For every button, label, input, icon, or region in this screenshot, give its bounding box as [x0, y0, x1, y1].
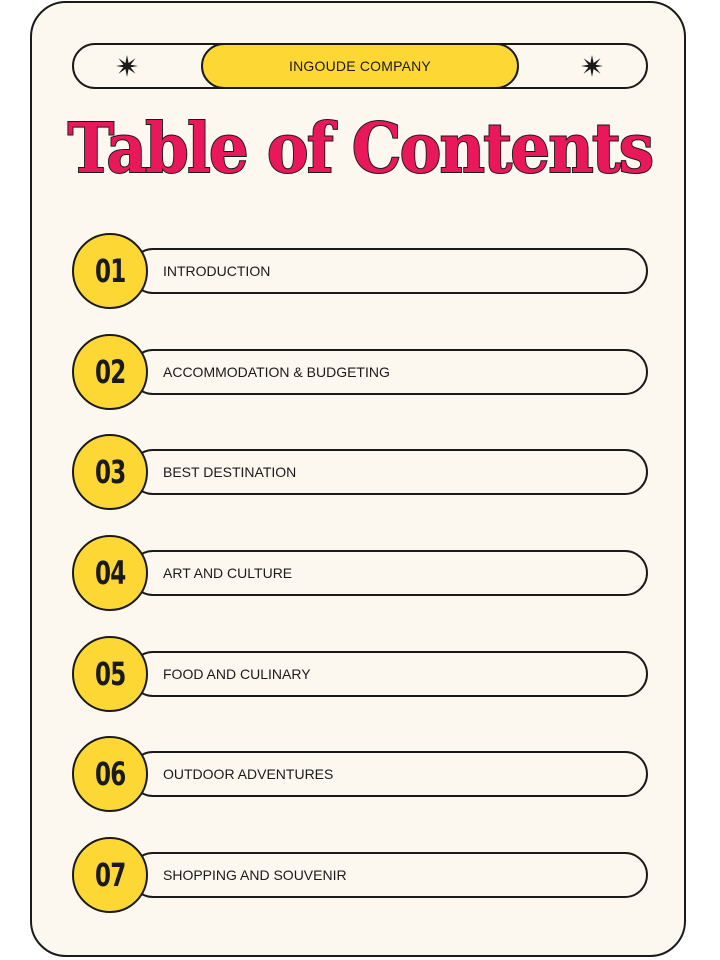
toc-number-badge [72, 636, 148, 712]
toc-number: 06 [94, 755, 126, 793]
toc-label: BEST DESTINATION [163, 464, 297, 480]
toc-item [72, 334, 648, 410]
toc-number: 02 [94, 353, 126, 391]
page-title: Table of Contents [67, 109, 653, 189]
toc-item [72, 736, 648, 812]
toc-label: INTRODUCTION [163, 263, 271, 279]
toc-number: 07 [94, 856, 126, 894]
toc-label: OUTDOOR ADVENTURES [163, 766, 334, 782]
star-icon [115, 54, 139, 78]
toc-number-badge [72, 736, 148, 812]
toc-label: ART AND CULTURE [163, 565, 293, 581]
company-name-badge [201, 43, 519, 89]
toc-number-badge [72, 334, 148, 410]
toc-number: 01 [94, 252, 126, 290]
toc-label: FOOD AND CULINARY [163, 666, 311, 682]
toc-number-badge [72, 837, 148, 913]
toc-item [72, 233, 648, 309]
toc-number-badge [72, 434, 148, 510]
company-name: INGOUDE COMPANY [289, 58, 431, 74]
toc-number: 04 [94, 554, 126, 592]
toc-number-badge [72, 535, 148, 611]
toc-item [72, 837, 648, 913]
toc-item [72, 636, 648, 712]
toc-item [72, 535, 648, 611]
toc-item [72, 434, 648, 510]
toc-number: 03 [94, 453, 126, 491]
star-icon [580, 54, 604, 78]
toc-label: ACCOMMODATION & BUDGETING [163, 364, 390, 380]
toc-number: 05 [94, 655, 126, 693]
toc-label: SHOPPING AND SOUVENIR [163, 867, 347, 883]
toc-number-badge [72, 233, 148, 309]
